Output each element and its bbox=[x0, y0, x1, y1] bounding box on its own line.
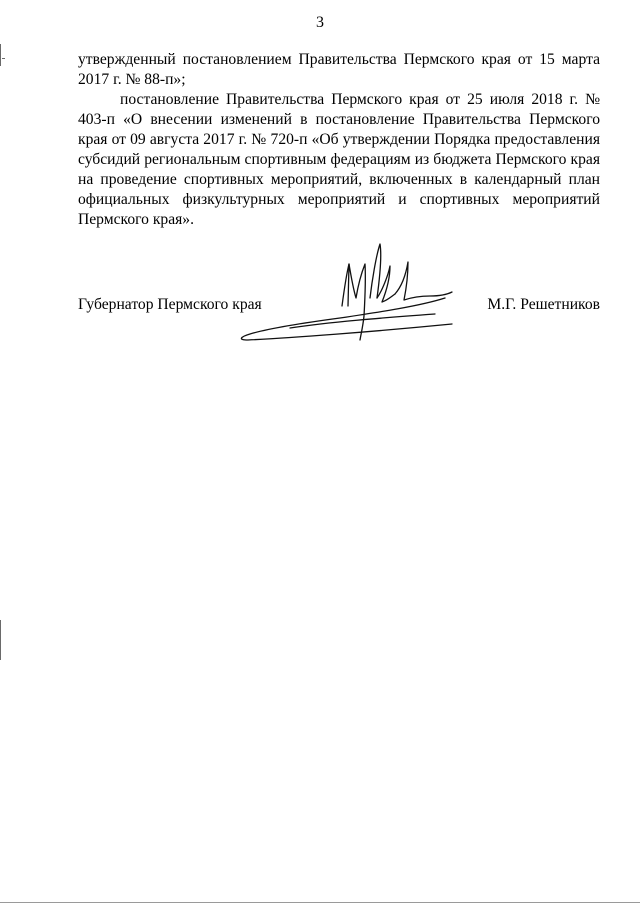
signature-block bbox=[78, 296, 600, 320]
scan-edge-mark bbox=[0, 620, 1, 660]
paragraph-1: утвержденный постановлением Правительства Пермского края от 15 марта 2017 г. № 88-п»; bbox=[78, 51, 600, 88]
paragraph-2: постановление Правительства Пермского края от 25 июля 2018 г. № 403-п «О внесении изменений в постановление Правительства Пермского края от 09 августа 2017 г. № 720-п «Об утверждении Порядка предоставления субсидий региональным спортивным федерациям из бюджета Пермского края на проведение спортивных мероприятий, включенных в календарный план официальных физкультурных мероприятий и спортивных мероприятий Пермского края». bbox=[78, 91, 600, 228]
scan-edge-mark bbox=[2, 58, 5, 59]
handwritten-signature bbox=[230, 236, 460, 346]
signatory-name: М.Г. Решетников bbox=[487, 296, 600, 313]
scan-bottom-edge bbox=[0, 902, 640, 903]
signatory-position: Губернатор Пермского края bbox=[78, 296, 262, 313]
scan-edge-mark bbox=[0, 44, 1, 66]
page-number: 3 bbox=[316, 14, 324, 31]
